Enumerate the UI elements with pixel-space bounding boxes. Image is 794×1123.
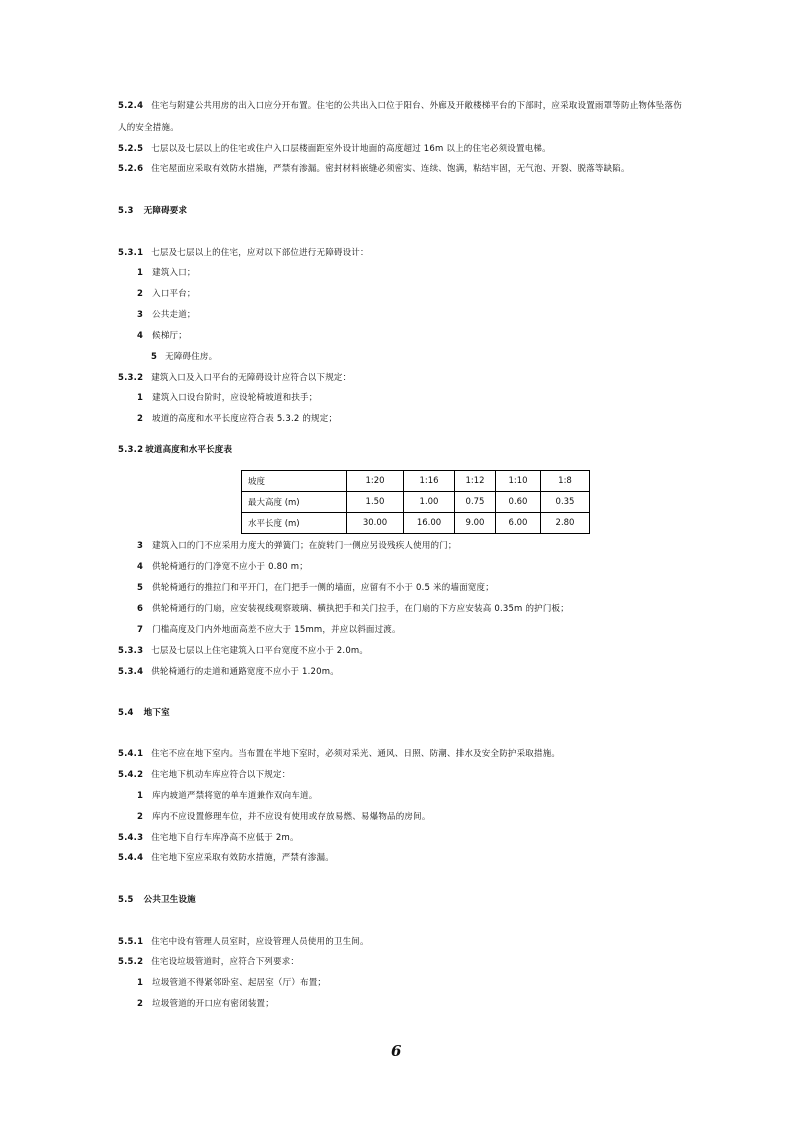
item-number: 2 <box>137 812 144 822</box>
item-number: 7 <box>137 625 144 635</box>
clause-text: 七层及七层以上的住宅，应对以下部位进行无障碍设计： <box>151 248 369 258</box>
list-item <box>137 582 494 594</box>
item-number: 4 <box>137 331 144 341</box>
item-text: 候梯厅； <box>152 331 187 341</box>
item-text: 公共走道； <box>152 310 196 320</box>
list-item <box>137 288 196 300</box>
clause-number: 5.2.6 <box>118 164 144 174</box>
list-item <box>137 977 326 989</box>
table-cell: 1.50 <box>347 492 404 513</box>
clause-text: 住宅不应在地下室内。当布置在半地下室时，必须对采光、通风、日照、防潮、排水及安全防护采取措施。 <box>151 749 561 759</box>
list-item <box>137 790 317 802</box>
list-item <box>137 267 196 279</box>
section-title: 公共卫生设施 <box>143 895 196 905</box>
list-item <box>137 998 274 1010</box>
clause-text: 住宅与附建公共用房的出入口应分开布置。住宅的公共出入口位于阳台、外廊及开敞楼梯平台的下部时，应采取设置雨罩等防止物体坠落伤 <box>151 101 682 111</box>
table-caption <box>118 444 232 456</box>
clause-text: 供轮椅通行的走道和通路宽度不应小于 1.20m。 <box>151 667 339 677</box>
table-cell: 30.00 <box>347 513 404 534</box>
clause-number: 5.3.1 <box>118 248 144 258</box>
table-cell: 1:20 <box>347 471 404 492</box>
clause-number: 5.5.2 <box>118 957 144 967</box>
section-heading-5-4 <box>118 707 170 719</box>
slope-table <box>241 470 590 534</box>
clause-5-3-4 <box>118 666 339 678</box>
clause-5-5-1 <box>118 936 369 948</box>
item-text: 垃圾管道的开口应有密闭装置； <box>152 999 274 1009</box>
table-row <box>242 513 590 534</box>
item-text: 建筑入口设台阶时，应设轮椅坡道和扶手； <box>152 393 318 403</box>
list-item <box>137 392 317 404</box>
clause-text: 住宅地下机动车库应符合以下规定： <box>151 770 291 780</box>
item-number: 1 <box>137 978 144 988</box>
list-item <box>137 624 401 636</box>
page-number: 6 <box>391 1042 402 1060</box>
item-number: 1 <box>137 791 144 801</box>
clause-number: 5.3.3 <box>118 646 144 656</box>
list-item <box>137 561 308 573</box>
item-number: 3 <box>137 541 144 551</box>
row-label: 水平长度 (m) <box>242 513 347 534</box>
table-cell: 1:12 <box>455 471 496 492</box>
item-text: 门槛高度及门内外地面高差不应大于 15mm，并应以斜面过渡。 <box>152 625 401 635</box>
item-text: 库内不应设置修理车位，并不应设有使用或存放易燃、易爆物品的房间。 <box>152 812 431 822</box>
clause-text: 七层及七层以上住宅建筑入口平台宽度不应小于 2.0m。 <box>151 646 369 656</box>
list-item <box>137 330 187 342</box>
item-number: 1 <box>137 393 144 403</box>
clause-text: 住宅屋面应采取有效防水措施，严禁有渗漏。密封材料嵌缝必须密实、连续、饱满，粘结牢固，无气泡、开裂、脱落等缺陷。 <box>151 164 630 174</box>
table-cell: 1.00 <box>404 492 455 513</box>
list-item <box>137 540 457 552</box>
section-heading-5-3 <box>118 205 187 217</box>
item-number: 2 <box>137 289 144 299</box>
item-number: 2 <box>137 414 144 424</box>
list-item <box>137 603 569 615</box>
table-cell: 2.80 <box>541 513 590 534</box>
item-text: 无障碍住房。 <box>165 352 218 362</box>
item-text: 供轮椅通行的门净宽不应小于 0.80 m； <box>152 562 308 572</box>
table-cell: 6.00 <box>496 513 541 534</box>
table-cell: 0.60 <box>496 492 541 513</box>
section-number: 5.5 <box>118 895 134 905</box>
clause-number: 5.2.4 <box>118 101 144 111</box>
table-cell: 1:8 <box>541 471 590 492</box>
section-number: 5.4 <box>118 708 134 718</box>
clause-5-4-4 <box>118 852 334 864</box>
clause-5-2-4-continued <box>118 122 179 134</box>
table-row <box>242 471 590 492</box>
clause-5-3-3 <box>118 645 368 657</box>
item-text: 坡道的高度和水平长度应符合表 5.3.2 的规定； <box>152 414 338 424</box>
item-text: 建筑入口； <box>152 268 196 278</box>
clause-5-4-3 <box>118 832 299 844</box>
clause-5-3-1 <box>118 247 369 259</box>
item-text: 入口平台； <box>152 289 196 299</box>
item-text: 垃圾管道不得紧邻卧室、起居室（厅）布置； <box>152 978 327 988</box>
clause-text: 人的安全措施。 <box>118 123 179 133</box>
section-heading-5-5 <box>118 894 196 906</box>
row-label: 最大高度 (m) <box>242 492 347 513</box>
clause-text: 建筑入口及入口平台的无障碍设计应符合以下规定： <box>151 373 352 383</box>
item-text: 供轮椅通行的推拉门和平开门，在门把手一侧的墙面，应留有不小于 0.5 米的墙面宽度； <box>152 583 494 593</box>
section-title: 无障碍要求 <box>143 206 188 216</box>
item-number: 5 <box>137 583 144 593</box>
clause-5-2-6 <box>118 163 630 175</box>
clause-5-2-4 <box>118 100 682 112</box>
table-cell: 0.35 <box>541 492 590 513</box>
item-text: 库内坡道严禁将宽的单车道兼作双向车道。 <box>152 791 318 801</box>
table-cell: 16.00 <box>404 513 455 534</box>
clause-5-3-2 <box>118 372 351 384</box>
item-number: 6 <box>137 604 144 614</box>
clause-5-4-2 <box>118 769 290 781</box>
clause-number: 5.4.2 <box>118 770 144 780</box>
list-item <box>137 309 196 321</box>
clause-number: 5.3.2 <box>118 373 144 383</box>
clause-text: 住宅地下自行车库净高不应低于 2m。 <box>151 833 299 843</box>
table-cell: 1:16 <box>404 471 455 492</box>
item-number: 4 <box>137 562 144 572</box>
clause-text: 住宅中设有管理人员室时，应设管理人员使用的卫生间。 <box>151 937 369 947</box>
table-cell: 0.75 <box>455 492 496 513</box>
item-text: 供轮椅通行的门扇，应安装视线观察玻璃、横执把手和关门拉手，在门扇的下方应安装高 0.35m 的护门板； <box>152 604 569 614</box>
clause-5-4-1 <box>118 748 560 760</box>
clause-number: 5.4.1 <box>118 749 144 759</box>
clause-text: 七层以及七层以上的住宅或住户入口层楼面距室外设计地面的高度超过 16m 以上的住宅必须设置电梯。 <box>151 144 551 154</box>
clause-text: 住宅地下室应采取有效防水措施，严禁有渗漏。 <box>151 853 334 863</box>
clause-5-5-2 <box>118 956 299 968</box>
table-cell: 1:10 <box>496 471 541 492</box>
item-text: 建筑入口的门不应采用力度大的弹簧门；在旋转门一侧应另设残疾人使用的门； <box>152 541 457 551</box>
list-item <box>137 811 431 823</box>
table-cell: 9.00 <box>455 513 496 534</box>
clause-number: 5.3.4 <box>118 667 144 677</box>
list-item <box>137 413 337 425</box>
item-number: 2 <box>137 999 144 1009</box>
clause-number: 5.4.4 <box>118 853 144 863</box>
item-number: 1 <box>137 268 144 278</box>
clause-number: 5.4.3 <box>118 833 144 843</box>
section-title: 地下室 <box>143 708 170 718</box>
item-number: 3 <box>137 310 144 320</box>
list-item <box>151 351 217 363</box>
table-title: 坡道高度和水平长度表 <box>145 445 233 455</box>
clause-number: 5.2.5 <box>118 144 144 154</box>
clause-number: 5.5.1 <box>118 937 144 947</box>
clause-text: 住宅设垃圾管道时，应符合下列要求： <box>151 957 300 967</box>
table-number: 5.3.2 <box>118 445 144 455</box>
table-row <box>242 492 590 513</box>
row-label: 坡度 <box>242 471 347 492</box>
clause-5-2-5 <box>118 143 551 155</box>
item-number: 5 <box>151 352 158 362</box>
section-number: 5.3 <box>118 206 134 216</box>
